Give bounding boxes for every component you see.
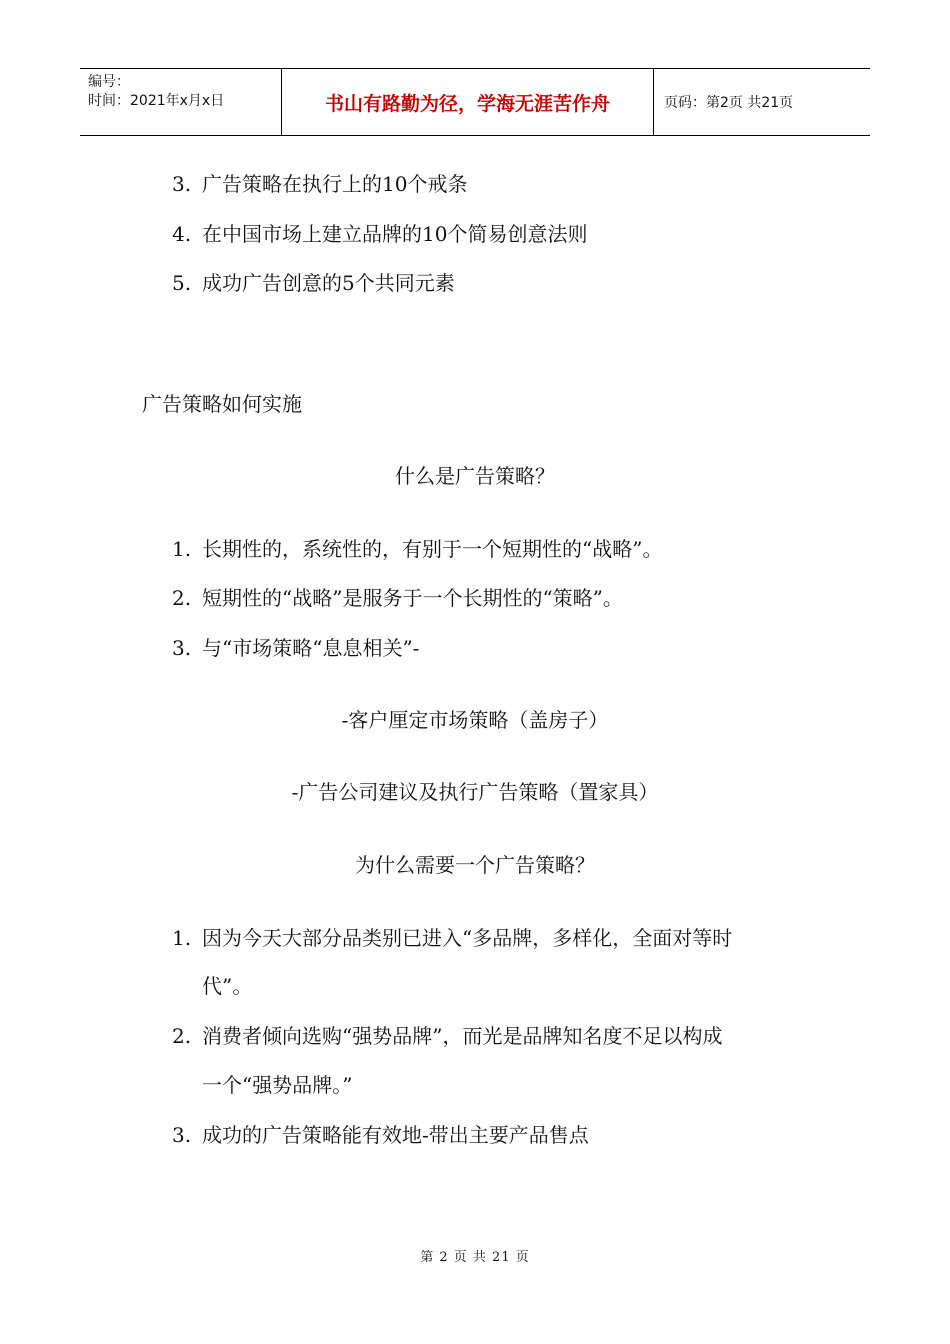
list-item xyxy=(172,924,732,952)
list-text: 与“市场策略“息息相关”- xyxy=(202,636,420,660)
list-number: 1. xyxy=(172,926,192,950)
section-title: 广告策略如何实施 xyxy=(142,392,302,416)
list-number: 2. xyxy=(172,586,192,610)
header-number-label: 编号： xyxy=(88,74,130,90)
list-number: 5. xyxy=(172,271,192,295)
list-number: 2. xyxy=(172,1024,192,1048)
header-meta xyxy=(80,69,282,135)
list-item xyxy=(172,1022,722,1050)
list-item xyxy=(172,535,662,563)
list-item xyxy=(172,1121,589,1149)
list-text-continued: 一个“强势品牌。” xyxy=(202,1073,353,1097)
list-text: 成功的广告策略能有效地-带出主要产品售点 xyxy=(202,1123,589,1147)
list-text: 在中国市场上建立品牌的10个简易创意法则 xyxy=(202,222,588,246)
list-item xyxy=(172,170,467,198)
list-text: 消费者倾向选购“强势品牌”，而光是品牌知名度不足以构成 xyxy=(202,1024,723,1048)
list-text: 广告策略在执行上的10个戒条 xyxy=(202,172,468,196)
list-item xyxy=(172,220,587,248)
sub-point: -客户厘定市场策略（盖房子） xyxy=(341,708,609,732)
list-number: 3. xyxy=(172,636,192,660)
list-item xyxy=(172,584,623,612)
header-motto: 书山有路勤为径，学海无涯苦作舟 xyxy=(282,69,654,135)
list-number: 1. xyxy=(172,537,192,561)
heading-what-is: 什么是广告策略？ xyxy=(395,464,555,488)
list-text: 短期性的“战略”是服务于一个长期性的“策略”。 xyxy=(202,586,623,610)
list-number: 4. xyxy=(172,222,192,246)
list-number: 3. xyxy=(172,172,192,196)
list-item xyxy=(172,269,455,297)
list-text: 因为今天大部分品类别已进入“多品牌，多样化，全面对等时 xyxy=(202,926,733,950)
page-header xyxy=(80,68,870,136)
page-footer: 第 2 页 共 21 页 xyxy=(420,1250,530,1265)
header-page-info: 页码：第2页 共21页 xyxy=(664,95,794,111)
list-text: 成功广告创意的5个共同元素 xyxy=(202,271,455,295)
list-number: 3. xyxy=(172,1123,192,1147)
list-item xyxy=(172,634,419,662)
heading-why: 为什么需要一个广告策略？ xyxy=(355,853,595,877)
header-time-label: 时间：2021年x月x日 xyxy=(88,93,225,109)
list-text: 长期性的，系统性的，有别于一个短期性的“战略”。 xyxy=(202,537,663,561)
list-text-continued: 代”。 xyxy=(202,974,253,998)
sub-point: -广告公司建议及执行广告策略（置家具） xyxy=(291,780,659,804)
